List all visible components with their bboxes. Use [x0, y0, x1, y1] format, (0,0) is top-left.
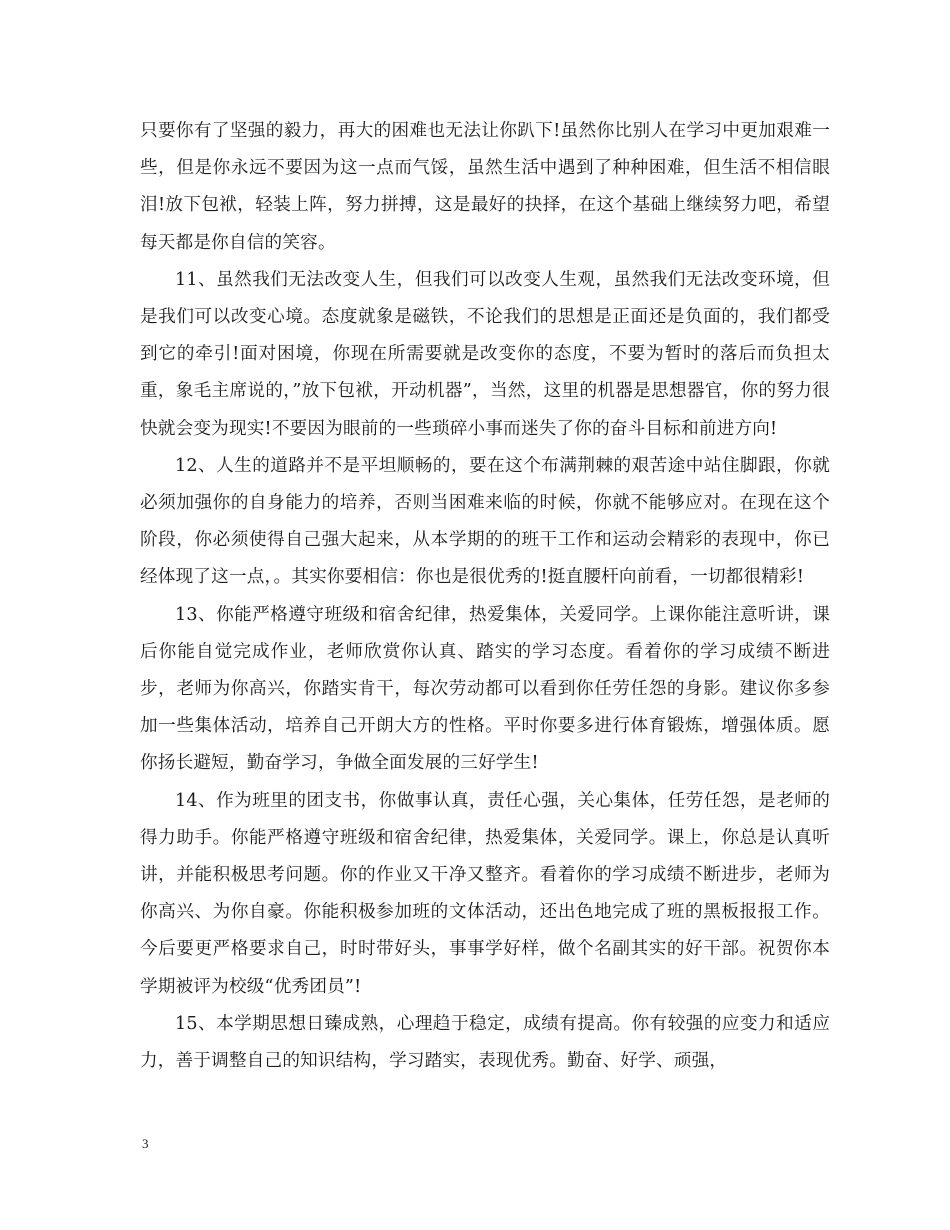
paragraph-comment-15: 15、本学期思想日臻成熟，心理趋于稳定，成绩有提高。你有较强的应变力和适应力，善于调整自己的知识结构，学习踏实，表现优秀。勤奋、好学、顽强， — [140, 1013, 830, 1072]
paragraph-continuation: 只要你有了坚强的毅力，再大的困难也无法让你趴下!虽然你比别人在学习中更加艰难一些，但是你永远不要因为这一点而气馁，虽然生活中遇到了种种困难，但生活不相信眼泪!放下包袱，轻装上阵，努力拼搏，这是最好的抉择，在这个基础上继续努力吧，希望每天都是你自信的笑容。 — [140, 121, 830, 253]
paragraph-comment-14: 14、作为班里的团支书，你做事认真，责任心强，关心集体，任劳任怨，是老师的得力助手。你能严格遵守班级和宿舍纪律，热爱集体，关爱同学。课上，你总是认真听讲，并能积极思考问题。你的作业又干净又整齐。看着你的学习成绩不断进步，老师为你高兴、为你自豪。你能积极参加班的文体活动，还出色地完成了班的黑板报报工作。今后要更严格要求自己，时时带好头，事事学好样，做个名副其实的好干部。祝贺你本学期被评为校级“优秀团员”! — [140, 790, 830, 997]
paragraph-comment-12: 12、人生的道路并不是平坦顺畅的，要在这个布满荆棘的艰苦途中站住脚跟，你就必须加强你的自身能力的培养，否则当困难来临的时候，你就不能够应对。在现在这个阶段，你必须使得自己强大起来，从本学期的的班干工作和运动会精彩的表现中，你已经体现了这一点，。其实你要相信：你也是很优秀的!挺直腰杆向前看，一切都很精彩! — [140, 455, 830, 588]
document-body — [140, 113, 830, 1080]
paragraph-comment-11: 11、虽然我们无法改变人生，但我们可以改变人生观，虽然我们无法改变环境，但是我们可以改变心境。态度就象是磁铁，不论我们的思想是正面还是负面的，我们都受到它的牵引!面对困境，你现在所需要就是改变你的态度，不要为暂时的落后而负担太重，象毛主席说的，”放下包袱，开动机器”，当然，这里的机器是思想器官，你的努力很快就会变为现实!不要因为眼前的一些琐碎小事而迷失了你的奋斗目标和前进方向! — [140, 269, 830, 439]
page-number: 3 — [142, 1136, 149, 1151]
paragraph-comment-13: 13、你能严格遵守班级和宿舍纪律，热爱集体，关爱同学。上课你能注意听讲，课后你能自觉完成作业，老师欣赏你认真、踏实的学习态度。看着你的学习成绩不断进步，老师为你高兴，你踏实肯干，每次劳动都可以看到你任劳任怨的身影。建议你多参加一些集体活动，培养自己开朗大方的性格。平时你要多进行体育锻炼，增强体质。愿你扬长避短，勤奋学习，争做全面发展的三好学生! — [140, 604, 830, 774]
